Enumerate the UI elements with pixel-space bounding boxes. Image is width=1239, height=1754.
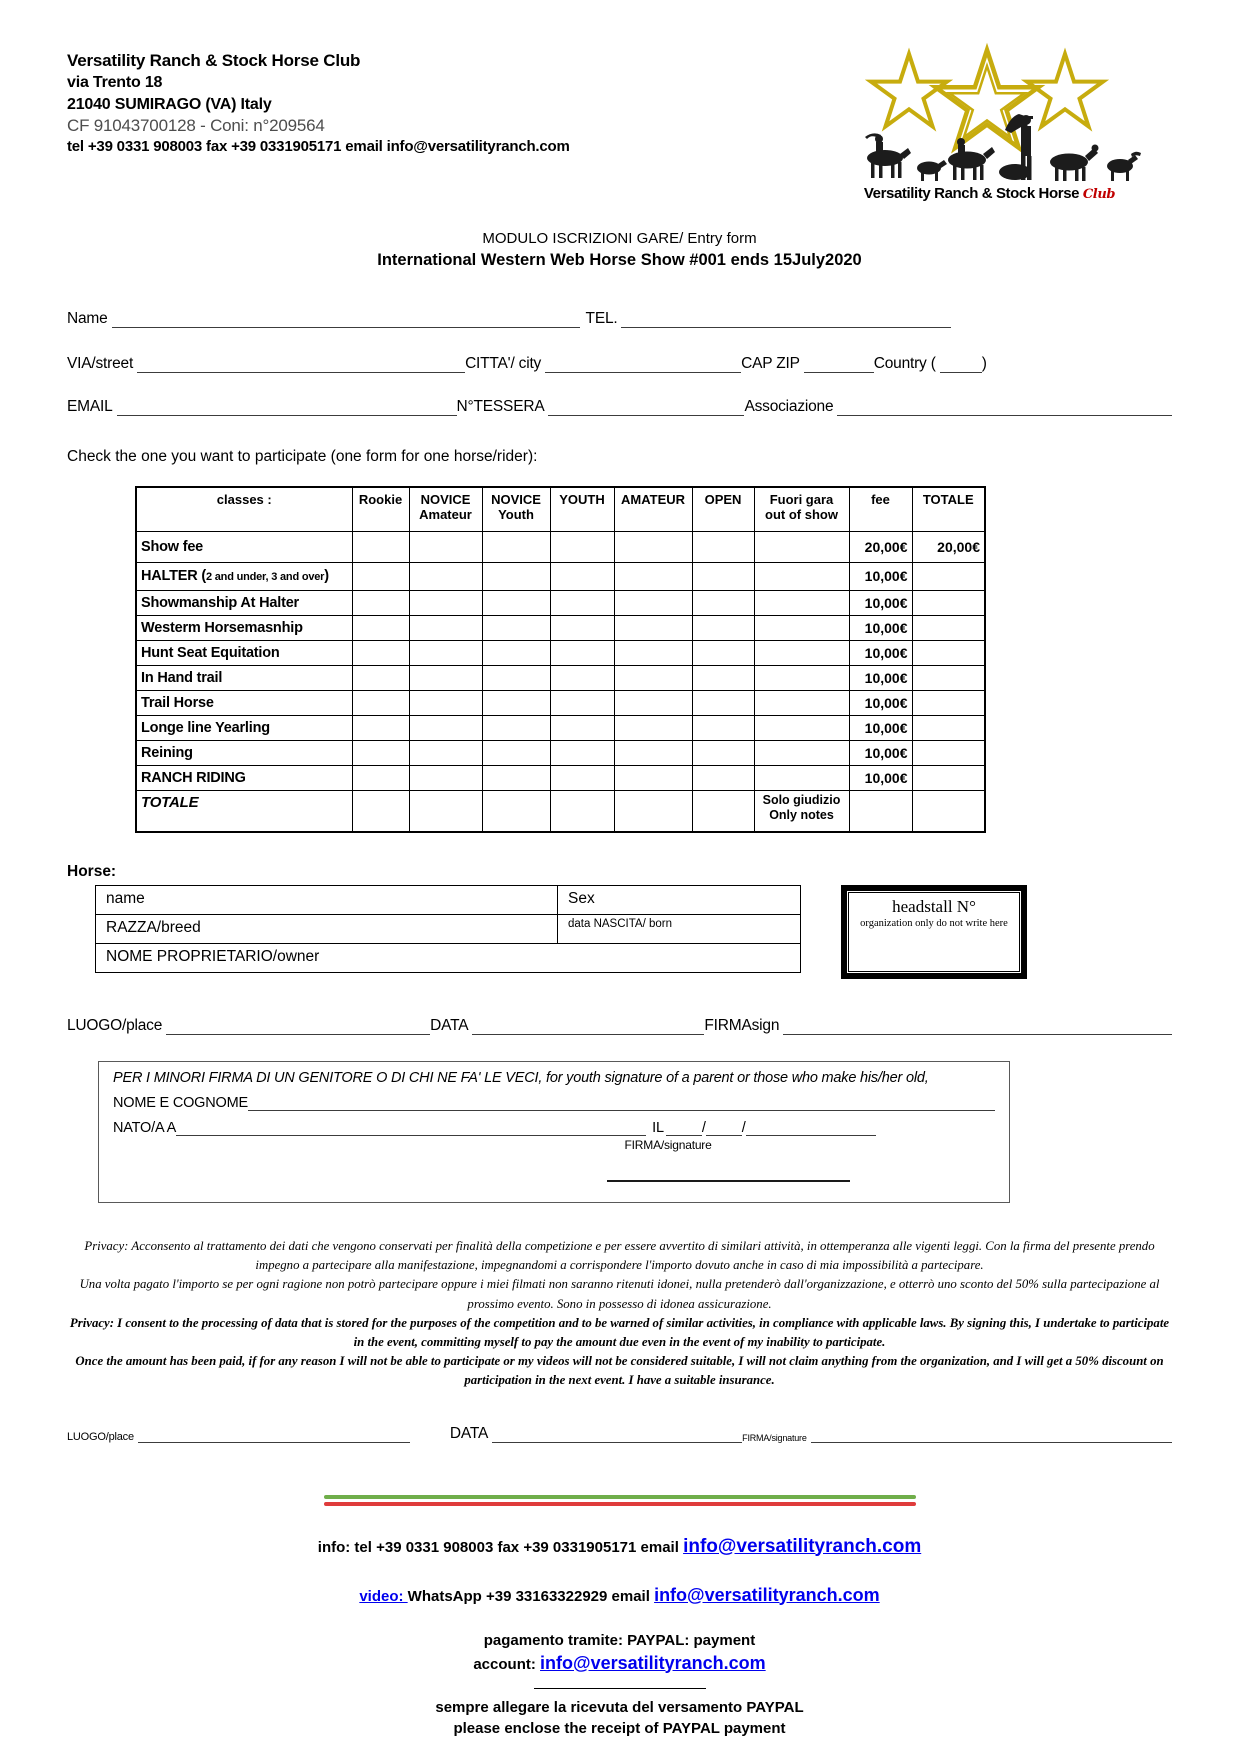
luogo-label: LUOGO/place bbox=[67, 1017, 163, 1034]
check-cell[interactable] bbox=[352, 740, 409, 765]
check-cell[interactable] bbox=[550, 740, 614, 765]
classes-header-row bbox=[136, 487, 985, 531]
check-cell[interactable] bbox=[482, 590, 550, 615]
tel-label: TEL. bbox=[585, 310, 618, 327]
check-cell[interactable] bbox=[352, 531, 409, 562]
flag-green-bar bbox=[324, 1495, 916, 1499]
email-label: EMAIL bbox=[67, 398, 113, 415]
col-rookie: Rookie bbox=[352, 487, 409, 531]
youth-nome-input-line[interactable] bbox=[248, 1096, 995, 1111]
solo-giudizio-note: Solo giudizio Only notes bbox=[754, 790, 849, 832]
check-cell[interactable] bbox=[614, 740, 692, 765]
footer-video-link[interactable]: video: bbox=[359, 1587, 408, 1605]
check-cell[interactable] bbox=[692, 715, 754, 740]
check-cell[interactable] bbox=[614, 690, 692, 715]
footer-video-email-link[interactable]: info@versatilityranch.com bbox=[654, 1584, 880, 1605]
check-cell[interactable] bbox=[409, 562, 482, 590]
data-label-2: DATA bbox=[449, 1424, 489, 1442]
firma-label: FIRMAsign bbox=[704, 1017, 780, 1034]
row-name-tel bbox=[67, 310, 1172, 328]
horse-born-cell[interactable]: data NASCITA/ born bbox=[558, 915, 801, 944]
signature-row-2 bbox=[67, 1425, 1172, 1443]
check-cell[interactable] bbox=[692, 765, 754, 790]
check-cell[interactable] bbox=[614, 590, 692, 615]
check-cell[interactable] bbox=[550, 562, 614, 590]
row-email-tessera bbox=[67, 398, 1172, 416]
table-row-trail-horse bbox=[136, 690, 985, 715]
table-row-ranch-riding bbox=[136, 765, 985, 790]
check-cell[interactable] bbox=[482, 715, 550, 740]
tel-input-line[interactable] bbox=[621, 313, 951, 328]
logo-silhouettes-icon bbox=[865, 114, 1141, 181]
check-cell[interactable] bbox=[614, 562, 692, 590]
fee-value: 10,00€ bbox=[849, 765, 912, 790]
footer-video-text: WhatsApp +39 33163322929 email bbox=[407, 1587, 655, 1605]
check-cell[interactable] bbox=[409, 790, 482, 832]
col-classes: classes : bbox=[136, 487, 352, 531]
horse-breed-cell[interactable]: RAZZA/breed bbox=[96, 915, 558, 944]
check-cell[interactable] bbox=[352, 562, 409, 590]
table-row-in-hand-trail bbox=[136, 665, 985, 690]
check-cell[interactable] bbox=[409, 765, 482, 790]
fee-value: 10,00€ bbox=[849, 740, 912, 765]
youth-born-row bbox=[113, 1120, 995, 1136]
email-input-line[interactable] bbox=[117, 401, 457, 416]
footer-attach-italian: sempre allegare la ricevuta del versamento PAYPAL bbox=[435, 1698, 804, 1716]
table-row-western-horsemanship bbox=[136, 615, 985, 640]
check-cell[interactable] bbox=[692, 665, 754, 690]
footer-info-text: info: tel +39 0331 908003 fax +39 0331905171 email bbox=[317, 1538, 684, 1556]
data-label: DATA bbox=[430, 1017, 469, 1034]
check-cell[interactable] bbox=[482, 640, 550, 665]
check-cell[interactable] bbox=[409, 690, 482, 715]
check-cell[interactable] bbox=[754, 690, 849, 715]
col-fee: fee bbox=[849, 487, 912, 531]
youth-signature-box bbox=[98, 1061, 1010, 1203]
check-cell[interactable] bbox=[692, 740, 754, 765]
city-input-line[interactable] bbox=[545, 358, 741, 373]
class-name: Longe line Yearling bbox=[136, 715, 352, 740]
youth-nome-label: NOME E COGNOME bbox=[113, 1095, 248, 1111]
youth-name-row bbox=[113, 1095, 995, 1111]
horse-row-breed-born bbox=[96, 915, 801, 944]
class-name: Showmanship At Halter bbox=[136, 590, 352, 615]
fee-value: 10,00€ bbox=[849, 562, 912, 590]
class-name: RANCH RIDING bbox=[136, 765, 352, 790]
logo-caption bbox=[837, 185, 1142, 202]
privacy-italian-1: Privacy: Acconsento al trattamento dei dati che vengono conservati per finalità della competizione e per essere avvertito di similari attività, in ottemperanza alle vigenti leggi. Con la firma del presente prendo impegno a partecipare alla manifestazione, impegnandomi a corrispondere l'importo dovuto anche in caso di mia impossibilità a partecipare. bbox=[84, 1239, 1155, 1273]
check-cell[interactable] bbox=[409, 640, 482, 665]
totale-cell[interactable] bbox=[912, 590, 985, 615]
class-name: Trail Horse bbox=[136, 690, 352, 715]
check-cell[interactable] bbox=[614, 531, 692, 562]
totale-cell[interactable] bbox=[912, 765, 985, 790]
horse-section-label: Horse: bbox=[67, 863, 117, 880]
privacy-block bbox=[67, 1237, 1172, 1391]
horse-table bbox=[95, 885, 801, 973]
check-cell[interactable] bbox=[352, 590, 409, 615]
table-row-totale bbox=[136, 790, 985, 832]
check-cell[interactable] bbox=[409, 590, 482, 615]
totale-cell[interactable] bbox=[912, 715, 985, 740]
club-cf-coni: CF 91043700128 - Coni: n°209564 bbox=[67, 115, 325, 135]
check-cell[interactable] bbox=[692, 690, 754, 715]
youth-year-line[interactable] bbox=[746, 1121, 876, 1136]
club-logo-image bbox=[837, 36, 1142, 186]
club-address-line2: 21040 SUMIRAGO (VA) Italy bbox=[67, 95, 272, 113]
headstall-box bbox=[841, 885, 1027, 979]
check-instruction: Check the one you want to participate (one form for one horse/rider): bbox=[67, 448, 538, 465]
privacy-english-1: Privacy: I consent to the processing of data that is stored for the purposes of the competition and to be warned of similar activities, in compliance with applicable laws. By signing this, I undertake to participate in the event, committing myself to pay the amount due even in the event of my inability to participate. bbox=[69, 1315, 1170, 1349]
privacy-italian-2: Una volta pagato l'importo se per ogni ragione non potrò partecipare oppure i miei filmati non saranno ritenuti idonei, nulla pretenderò dall'organizzazione, e otterrò uno sconto del 50% sulla partecipazione al prossimo evento. Sono in possesso di idonea assicurazione. bbox=[79, 1277, 1160, 1311]
check-cell[interactable] bbox=[550, 531, 614, 562]
totale-cell[interactable] bbox=[912, 740, 985, 765]
firma-input-line[interactable] bbox=[783, 1020, 1172, 1035]
check-cell[interactable] bbox=[754, 765, 849, 790]
form-title-event: International Western Web Horse Show #001 ends 15July2020 bbox=[377, 251, 862, 269]
check-cell[interactable] bbox=[754, 562, 849, 590]
youth-il-label: IL bbox=[652, 1120, 664, 1136]
horse-owner-cell[interactable]: NOME PROPRIETARIO/owner bbox=[96, 944, 801, 973]
totale-cell[interactable] bbox=[912, 790, 985, 832]
luogo-input-line-2[interactable] bbox=[138, 1428, 410, 1443]
horse-row-owner bbox=[96, 944, 801, 973]
class-name: In Hand trail bbox=[136, 665, 352, 690]
city-label: CITTA'/ city bbox=[465, 355, 542, 372]
headstall-subtitle: organization only do not write here bbox=[860, 918, 1008, 929]
footer-account-label: account: bbox=[473, 1655, 541, 1673]
fee-value: 10,00€ bbox=[849, 715, 912, 740]
date-slash-2: / bbox=[741, 1120, 746, 1136]
check-cell[interactable] bbox=[754, 640, 849, 665]
check-cell[interactable] bbox=[482, 562, 550, 590]
table-row-reining bbox=[136, 740, 985, 765]
club-contact-line: tel +39 0331 908003 fax +39 0331905171 email info@versatilityranch.com bbox=[67, 138, 570, 156]
name-input-line[interactable] bbox=[112, 313, 580, 328]
totale-value: 20,00€ bbox=[912, 531, 985, 562]
check-cell[interactable] bbox=[352, 715, 409, 740]
youth-month-line[interactable] bbox=[706, 1121, 742, 1136]
table-row-showmanship bbox=[136, 590, 985, 615]
check-cell[interactable] bbox=[409, 615, 482, 640]
class-name: TOTALE bbox=[136, 790, 352, 832]
footer-payment-line: pagamento tramite: PAYPAL: payment bbox=[483, 1631, 756, 1649]
totale-cell[interactable] bbox=[912, 690, 985, 715]
privacy-english-2: Once the amount has been paid, if for any reason I will not be able to participate or my videos will not be considered suitable, I will not claim anything from the organization, and I will get a 50% discount on participation in the next event. I have a suitable insurance. bbox=[75, 1354, 1164, 1388]
check-cell[interactable] bbox=[550, 640, 614, 665]
totale-cell[interactable] bbox=[912, 640, 985, 665]
table-row-longe-line bbox=[136, 715, 985, 740]
check-cell[interactable] bbox=[482, 615, 550, 640]
youth-nato-label: NATO/A A bbox=[113, 1120, 177, 1136]
club-address-line1: via Trento 18 bbox=[67, 74, 163, 92]
check-cell[interactable] bbox=[352, 765, 409, 790]
flag-red-bar bbox=[324, 1502, 916, 1506]
horse-row-name-sex bbox=[96, 886, 801, 915]
check-cell[interactable] bbox=[550, 715, 614, 740]
youth-intro-text: PER I MINORI FIRMA DI UN GENITORE O DI CHI NE FA' LE VECI, for youth signature of a parent or those who make his/her old, bbox=[113, 1070, 929, 1086]
logo-caption-text: Versatility Ranch & Stock Horse bbox=[863, 185, 1080, 202]
tessera-label: N°TESSERA bbox=[456, 398, 545, 415]
col-amateur: AMATEUR bbox=[614, 487, 692, 531]
capzip-input-line[interactable] bbox=[804, 358, 874, 373]
fee-value: 10,00€ bbox=[849, 690, 912, 715]
check-cell[interactable] bbox=[614, 615, 692, 640]
horse-sex-cell[interactable]: Sex bbox=[558, 886, 801, 915]
fee-total-cell[interactable] bbox=[849, 790, 912, 832]
country-label: Country ( bbox=[873, 355, 936, 372]
associazione-input-line[interactable] bbox=[837, 401, 1172, 416]
footer-info-email-link[interactable]: info@versatilityranch.com bbox=[683, 1535, 922, 1557]
signature-row-1 bbox=[67, 1017, 1172, 1035]
check-cell[interactable] bbox=[754, 615, 849, 640]
name-label: Name bbox=[67, 310, 108, 327]
check-cell[interactable] bbox=[614, 665, 692, 690]
check-cell[interactable] bbox=[692, 790, 754, 832]
firma-label-2: FIRMA/signature bbox=[742, 1432, 807, 1443]
check-cell[interactable] bbox=[482, 531, 550, 562]
col-fuori-gara: Fuori gara out of show bbox=[754, 487, 849, 531]
check-cell[interactable] bbox=[352, 615, 409, 640]
check-cell[interactable] bbox=[550, 790, 614, 832]
footer-divider-line bbox=[534, 1688, 706, 1689]
check-cell[interactable] bbox=[692, 562, 754, 590]
check-cell[interactable] bbox=[409, 715, 482, 740]
col-novice-youth: NOVICE Youth bbox=[482, 487, 550, 531]
fee-value: 10,00€ bbox=[849, 615, 912, 640]
associazione-label: Associazione bbox=[744, 398, 834, 415]
youth-nato-input-line[interactable] bbox=[176, 1121, 646, 1136]
check-cell[interactable] bbox=[614, 715, 692, 740]
check-cell[interactable] bbox=[482, 690, 550, 715]
check-cell[interactable] bbox=[409, 531, 482, 562]
check-cell[interactable] bbox=[409, 740, 482, 765]
check-cell[interactable] bbox=[352, 690, 409, 715]
italian-flag-divider bbox=[324, 1495, 916, 1506]
youth-firma-label: FIRMA/signature bbox=[624, 1138, 712, 1152]
fee-value: 10,00€ bbox=[849, 665, 912, 690]
check-cell[interactable] bbox=[692, 590, 754, 615]
fee-value: 10,00€ bbox=[849, 590, 912, 615]
check-cell[interactable] bbox=[754, 590, 849, 615]
check-cell[interactable] bbox=[754, 715, 849, 740]
check-cell[interactable] bbox=[614, 640, 692, 665]
luogo-label-2: LUOGO/place bbox=[67, 1430, 134, 1443]
header bbox=[67, 50, 1172, 216]
check-cell[interactable] bbox=[550, 590, 614, 615]
check-cell[interactable] bbox=[409, 665, 482, 690]
class-name: Westerm Horsemasnhip bbox=[136, 615, 352, 640]
club-name: Versatility Ranch & Stock Horse Club bbox=[67, 51, 361, 70]
form-title-block bbox=[67, 230, 1172, 270]
footer-attach-english: please enclose the receipt of PAYPAL payment bbox=[453, 1719, 786, 1737]
date-slash-1: / bbox=[701, 1120, 706, 1136]
check-cell[interactable] bbox=[754, 740, 849, 765]
class-name: Hunt Seat Equitation bbox=[136, 640, 352, 665]
check-cell[interactable] bbox=[754, 665, 849, 690]
col-open: OPEN bbox=[692, 487, 754, 531]
col-novice-amateur: NOVICE Amateur bbox=[409, 487, 482, 531]
footer-info-line bbox=[67, 1536, 1172, 1558]
class-name: HALTER (2 and under, 3 and over) bbox=[136, 562, 352, 590]
totale-cell[interactable] bbox=[912, 562, 985, 590]
data-input-line-2[interactable] bbox=[492, 1428, 742, 1443]
check-cell[interactable] bbox=[482, 665, 550, 690]
fee-value: 20,00€ bbox=[849, 531, 912, 562]
horse-name-cell[interactable]: name bbox=[96, 886, 558, 915]
check-cell[interactable] bbox=[550, 690, 614, 715]
country-label-close: ) bbox=[981, 355, 987, 372]
street-label: VIA/street bbox=[67, 355, 134, 372]
horse-section bbox=[67, 885, 1172, 979]
class-name: Show fee bbox=[136, 531, 352, 562]
check-cell[interactable] bbox=[550, 765, 614, 790]
headstall-title: headstall N° bbox=[892, 897, 976, 916]
firma-input-line-2[interactable] bbox=[811, 1428, 1172, 1443]
form-title-italian: MODULO ISCRIZIONI GARE/ Entry form bbox=[482, 230, 757, 247]
class-name: Reining bbox=[136, 740, 352, 765]
check-cell[interactable] bbox=[614, 790, 692, 832]
check-cell[interactable] bbox=[550, 615, 614, 640]
table-row-halter bbox=[136, 562, 985, 590]
check-cell[interactable] bbox=[614, 765, 692, 790]
col-youth: YOUTH bbox=[550, 487, 614, 531]
check-cell[interactable] bbox=[550, 665, 614, 690]
table-row-show-fee bbox=[136, 531, 985, 562]
luogo-input-line[interactable] bbox=[166, 1020, 430, 1035]
check-cell[interactable] bbox=[692, 615, 754, 640]
check-cell[interactable] bbox=[692, 531, 754, 562]
col-totale: TOTALE bbox=[912, 487, 985, 531]
logo-stars-icon bbox=[871, 50, 1103, 148]
club-logo bbox=[837, 36, 1142, 202]
footer-account-email-link[interactable]: info@versatilityranch.com bbox=[540, 1652, 766, 1673]
footer-video-line bbox=[67, 1585, 1172, 1606]
totale-cell[interactable] bbox=[912, 615, 985, 640]
check-cell[interactable] bbox=[352, 790, 409, 832]
youth-day-line[interactable] bbox=[666, 1121, 702, 1136]
classes-table bbox=[135, 486, 986, 833]
tessera-input-line[interactable] bbox=[548, 401, 744, 416]
row-street-city bbox=[67, 355, 1172, 373]
street-input-line[interactable] bbox=[137, 358, 465, 373]
check-cell[interactable] bbox=[482, 740, 550, 765]
headstall-box-inner bbox=[848, 892, 1020, 972]
fee-value: 10,00€ bbox=[849, 640, 912, 665]
check-cell[interactable] bbox=[352, 640, 409, 665]
table-row-hunt-seat bbox=[136, 640, 985, 665]
logo-caption-club: Club bbox=[1082, 187, 1116, 202]
check-cell[interactable] bbox=[482, 765, 550, 790]
club-info-block bbox=[67, 50, 570, 157]
data-input-line[interactable] bbox=[472, 1020, 704, 1035]
capzip-label: CAP ZIP bbox=[741, 355, 800, 372]
country-input-line[interactable] bbox=[940, 358, 982, 373]
footer-account-line bbox=[67, 1653, 1172, 1674]
youth-signature-line[interactable] bbox=[607, 1180, 850, 1182]
check-cell[interactable] bbox=[692, 640, 754, 665]
check-cell[interactable] bbox=[352, 665, 409, 690]
totale-cell[interactable] bbox=[912, 665, 985, 690]
check-cell[interactable] bbox=[754, 531, 849, 562]
check-cell[interactable] bbox=[482, 790, 550, 832]
